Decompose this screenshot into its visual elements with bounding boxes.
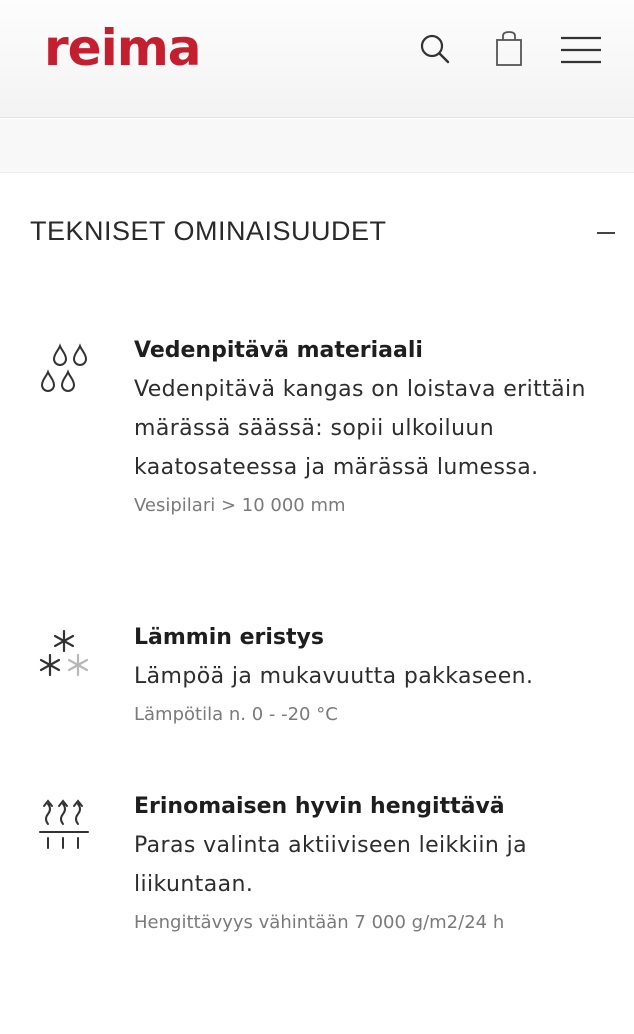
shopping-bag-icon xyxy=(486,26,532,72)
search-button[interactable] xyxy=(413,26,459,72)
tech-features-accordion-header[interactable] xyxy=(0,196,634,270)
minus-icon[interactable] xyxy=(597,232,615,234)
feature-description: Lämpöä ja mukavuutta pakkaseen. xyxy=(134,664,534,689)
water-drops-icon xyxy=(36,342,92,398)
breathable-icon xyxy=(36,794,92,854)
site-header xyxy=(0,0,634,118)
reima-logo[interactable]: reima xyxy=(44,19,201,77)
header-divider-strip xyxy=(0,119,634,173)
menu-button[interactable] xyxy=(558,26,604,72)
feature-spec: Vesipilari > 10 000 mm xyxy=(134,495,346,516)
search-icon xyxy=(413,26,459,72)
feature-title: Vedenpitävä materiaali xyxy=(134,338,423,363)
snowflakes-icon xyxy=(36,629,92,685)
cart-button[interactable] xyxy=(486,26,532,72)
feature-title: Lämmin eristys xyxy=(134,625,324,650)
feature-description: Vedenpitävä kangas on loistava erittäin märässä säässä: sopii ulkoiluun kaatosateessa ja märässä lumessa. xyxy=(134,377,586,480)
feature-spec: Hengittävyys vähintään 7 000 g/m2/24 h xyxy=(134,912,505,933)
section-title: TEKNISET OMINAISUUDET xyxy=(30,216,387,246)
feature-spec: Lämpötila n. 0 - -20 °C xyxy=(134,704,338,725)
feature-description: Paras valinta aktiiviseen leikkiin ja liikuntaan. xyxy=(134,833,527,897)
menu-icon xyxy=(558,26,604,72)
feature-title: Erinomaisen hyvin hengittävä xyxy=(134,794,505,819)
